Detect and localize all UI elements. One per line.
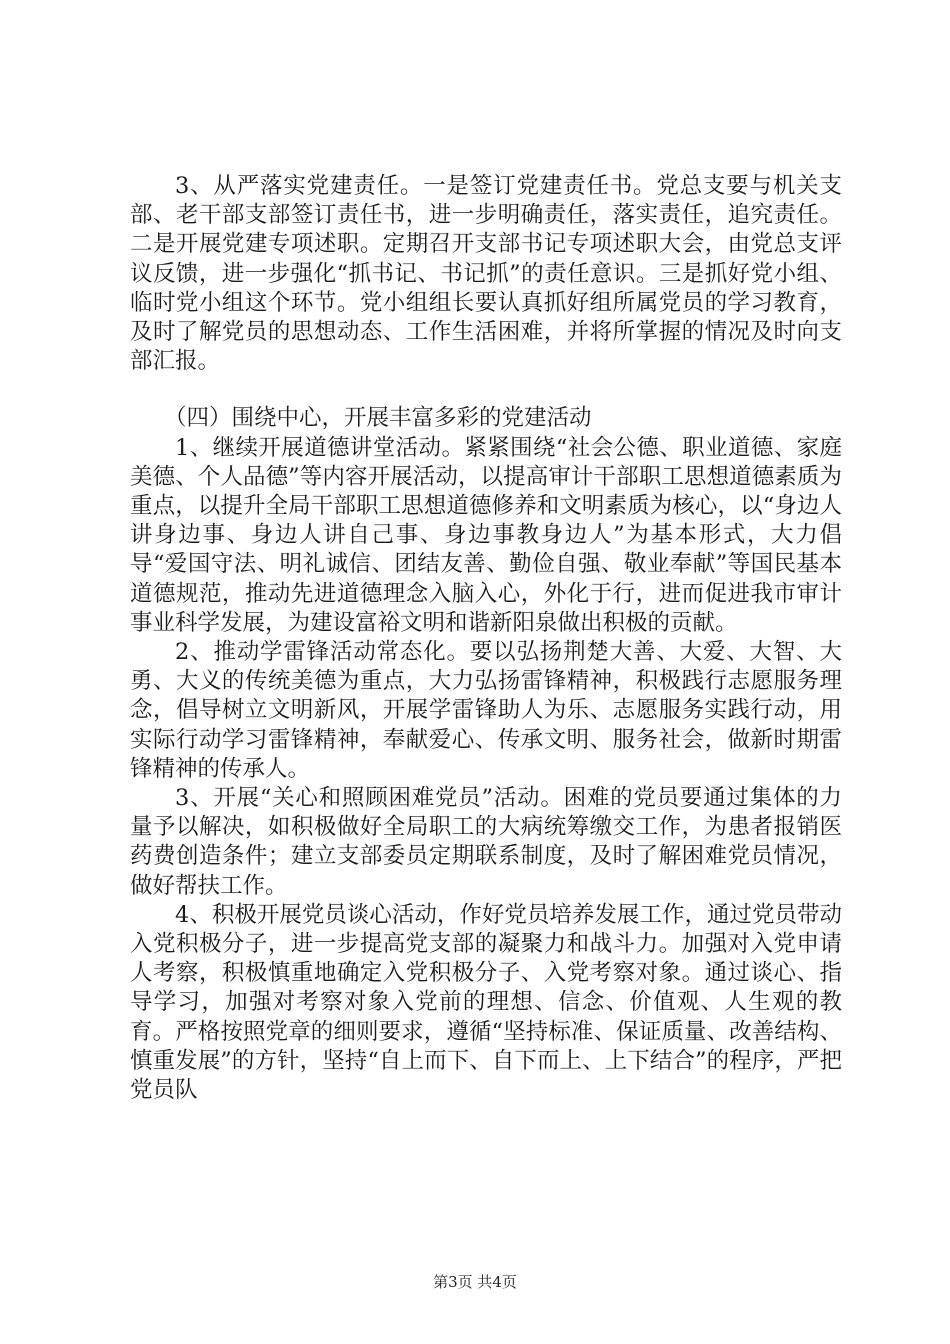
document-body (130, 172, 842, 1105)
paragraph-gap (130, 376, 842, 404)
paragraph-needy-members: 3、开展“关心和照顾困难党员”活动。困难的党员要通过集体的力量予以解决，如积极做好全局职工的大病统筹缴交工作，为患者报销医药费创造条件；建立支部委员定期联系制度，及时了解困难党员情况，做好帮扶工作。 (130, 785, 842, 899)
section-heading: （四）围绕中心，开展丰富多彩的党建活动 (164, 405, 592, 432)
paragraph-member-talks: 4、积极开展党员谈心活动，作好党员培养发展工作，通过党员带动入党积极分子，进一步提高党支部的凝聚力和战斗力。加强对入党申请人考察，积极慎重地确定入党积极分子、入党考察对象。通过谈心、指导学习，加强对考察对象入党前的理想、信念、价值观、人生观的教育。严格按照党章的细则要求，遵循“坚持标准、保证质量、改善结构、慎重发展”的方针，坚持“自上而下、自下而上、上下结合”的程序，严把党员队 (130, 901, 842, 1104)
paragraph-lei-feng: 2、推动学雷锋活动常态化。要以弘扬荆楚大善、大爱、大智、大勇、大义的传统美德为重点，大力弘扬雷锋精神，积极践行志愿服务理念，倡导树立文明新风，开展学雷锋助人为乐、志愿服务实践行动，用实际行动学习雷锋精神，奉献爱心、传承文明、服务社会，做新时期雷锋精神的传承人。 (130, 639, 842, 782)
paragraph-moral-lecture: 1、继续开展道德讲堂活动。紧紧围绕“社会公德、职业道德、家庭美德、个人品德”等内容开展活动，以提高审计干部职工思想道德素质为重点，以提升全局干部职工思想道德修养和文明素质为核心，以“身边人讲身边事、身边人讲自己事、身边事教身边人”为基本形式，大力倡导“爱国守法、明礼诚信、团结友善、勤俭自强、敬业奉献”等国民基本道德规范，推动先进道德理念入脑入心，外化于行，进而促进我市审计事业科学发展，为建设富裕文明和谐新阳泉做出积极的贡献。 (130, 434, 842, 636)
page-number: 第3页 共4页 (433, 1273, 517, 1291)
paragraph-responsibility: 3、从严落实党建责任。一是签订党建责任书。党总支要与机关支部、老干部支部签订责任书，进一步明确责任，落实责任，追究责任。二是开展党建专项述职。定期召开支部书记专项述职大会，由党总支评议反馈，进一步强化“抓书记、书记抓”的责任意识。三是抓好党小组、临时党小组这个环节。党小组组长要认真抓好组所属党员的学习教育，及时了解党员的思想动态、工作生活困难，并将所掌握的情况及时向支部汇报。 (130, 173, 842, 375)
